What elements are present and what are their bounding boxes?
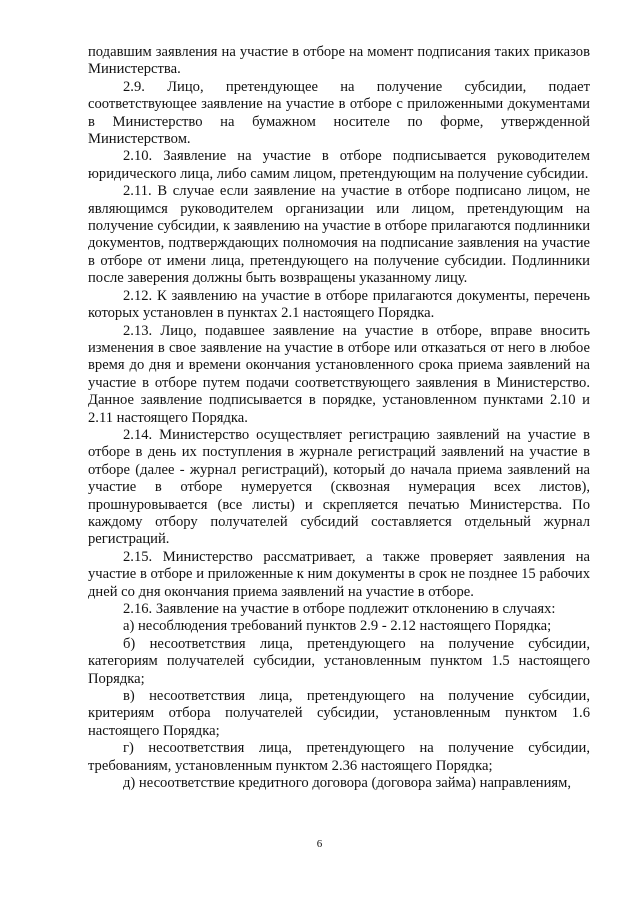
paragraph-2-16: 2.16. Заявление на участие в отборе подлежит отклонению в случаях: (123, 601, 556, 617)
document-page (88, 44, 590, 792)
list-item-v: в) несоответствия лица, претендующего на получение субсидии, критериям отбора получателей субсидии, установленным пунктом 1.6 настоящего Порядка; (88, 688, 590, 739)
list-item-d: д) несоответствие кредитного договора (договора займа) направлениям, (123, 775, 572, 792)
paragraph-2-10: 2.10. Заявление на участие в отборе подписывается руководителем юридического лица, либо самим лицом, претендующим на получение субсидии. (88, 148, 590, 182)
paragraph-2-11: 2.11. В случае если заявление на участие в отборе подписано лицом, не являющимся руководителем организации или лицом, претендующим на получение субсидии, к заявлению на участие в отборе прилагаются подлинники документов, подтверждающих полномочия на подписание заявления на участие в отборе от имени лица, претендующего на получение субсидии. Подлинники после заверения должны быть возвращены указанному лицу. (88, 183, 590, 287)
paragraph-2-9: 2.9. Лицо, претендующее на получение субсидии, подает соответствующее заявление на участие в отборе с приложенными документами в Министерство на бумажном носителе по форме, утвержденной Министерством. (88, 78, 590, 148)
list-item-a: а) несоблюдения требований пунктов 2.9 - 2.12 настоящего Порядка; (123, 618, 552, 635)
list-item-g: г) несоответствия лица, претендующего на получение субсидии, требованиям, установленным пунктом 2.36 настоящего Порядка; (88, 740, 590, 774)
list-item-b: б) несоответствия лица, претендующего на получение субсидии, категориям получателей субсидии, установленным пунктом 1.5 настоящего Порядка; (88, 635, 590, 687)
paragraph-2-15: 2.15. Министерство рассматривает, а также проверяет заявления на участие в отборе и приложенные к ним документы в срок не позднее 15 рабочих дней со дня окончания приема заявлений на участие в отборе. (88, 548, 590, 600)
paragraph-continuation: подавшим заявления на участие в отборе на момент подписания таких приказов Министерства. (88, 44, 590, 78)
paragraph-2-12: 2.12. К заявлению на участие в отборе прилагаются документы, перечень которых установлен в пунктах 2.1 настоящего Порядка. (88, 287, 590, 322)
paragraph-2-13: 2.13. Лицо, подавшее заявление на участие в отборе, вправе вносить изменения в свое заявление на участие в отборе или отказаться от него в любое время до дня и времени окончания установленного срока приема заявлений на участие в отборе путем подачи соответствующего заявления в Министерство. Данное заявление подписывается в порядке, установленном пунктами 2.10 и 2.11 настоящего Порядка. (88, 322, 590, 426)
paragraph-2-14: 2.14. Министерство осуществляет регистрацию заявлений на участие в отборе в день их поступления в журнале регистраций заявлений на участие в отборе (далее - журнал регистраций), который до начала приема заявлений на участие в отборе нумеруется (сквозная нумерация всех листов), прошнуровывается (все листы) и скрепляется печатью Министерства. По каждому отбору получателей субсидий составляется отдельный журнал регистраций. (88, 426, 590, 548)
page-number: 6 (316, 838, 323, 850)
